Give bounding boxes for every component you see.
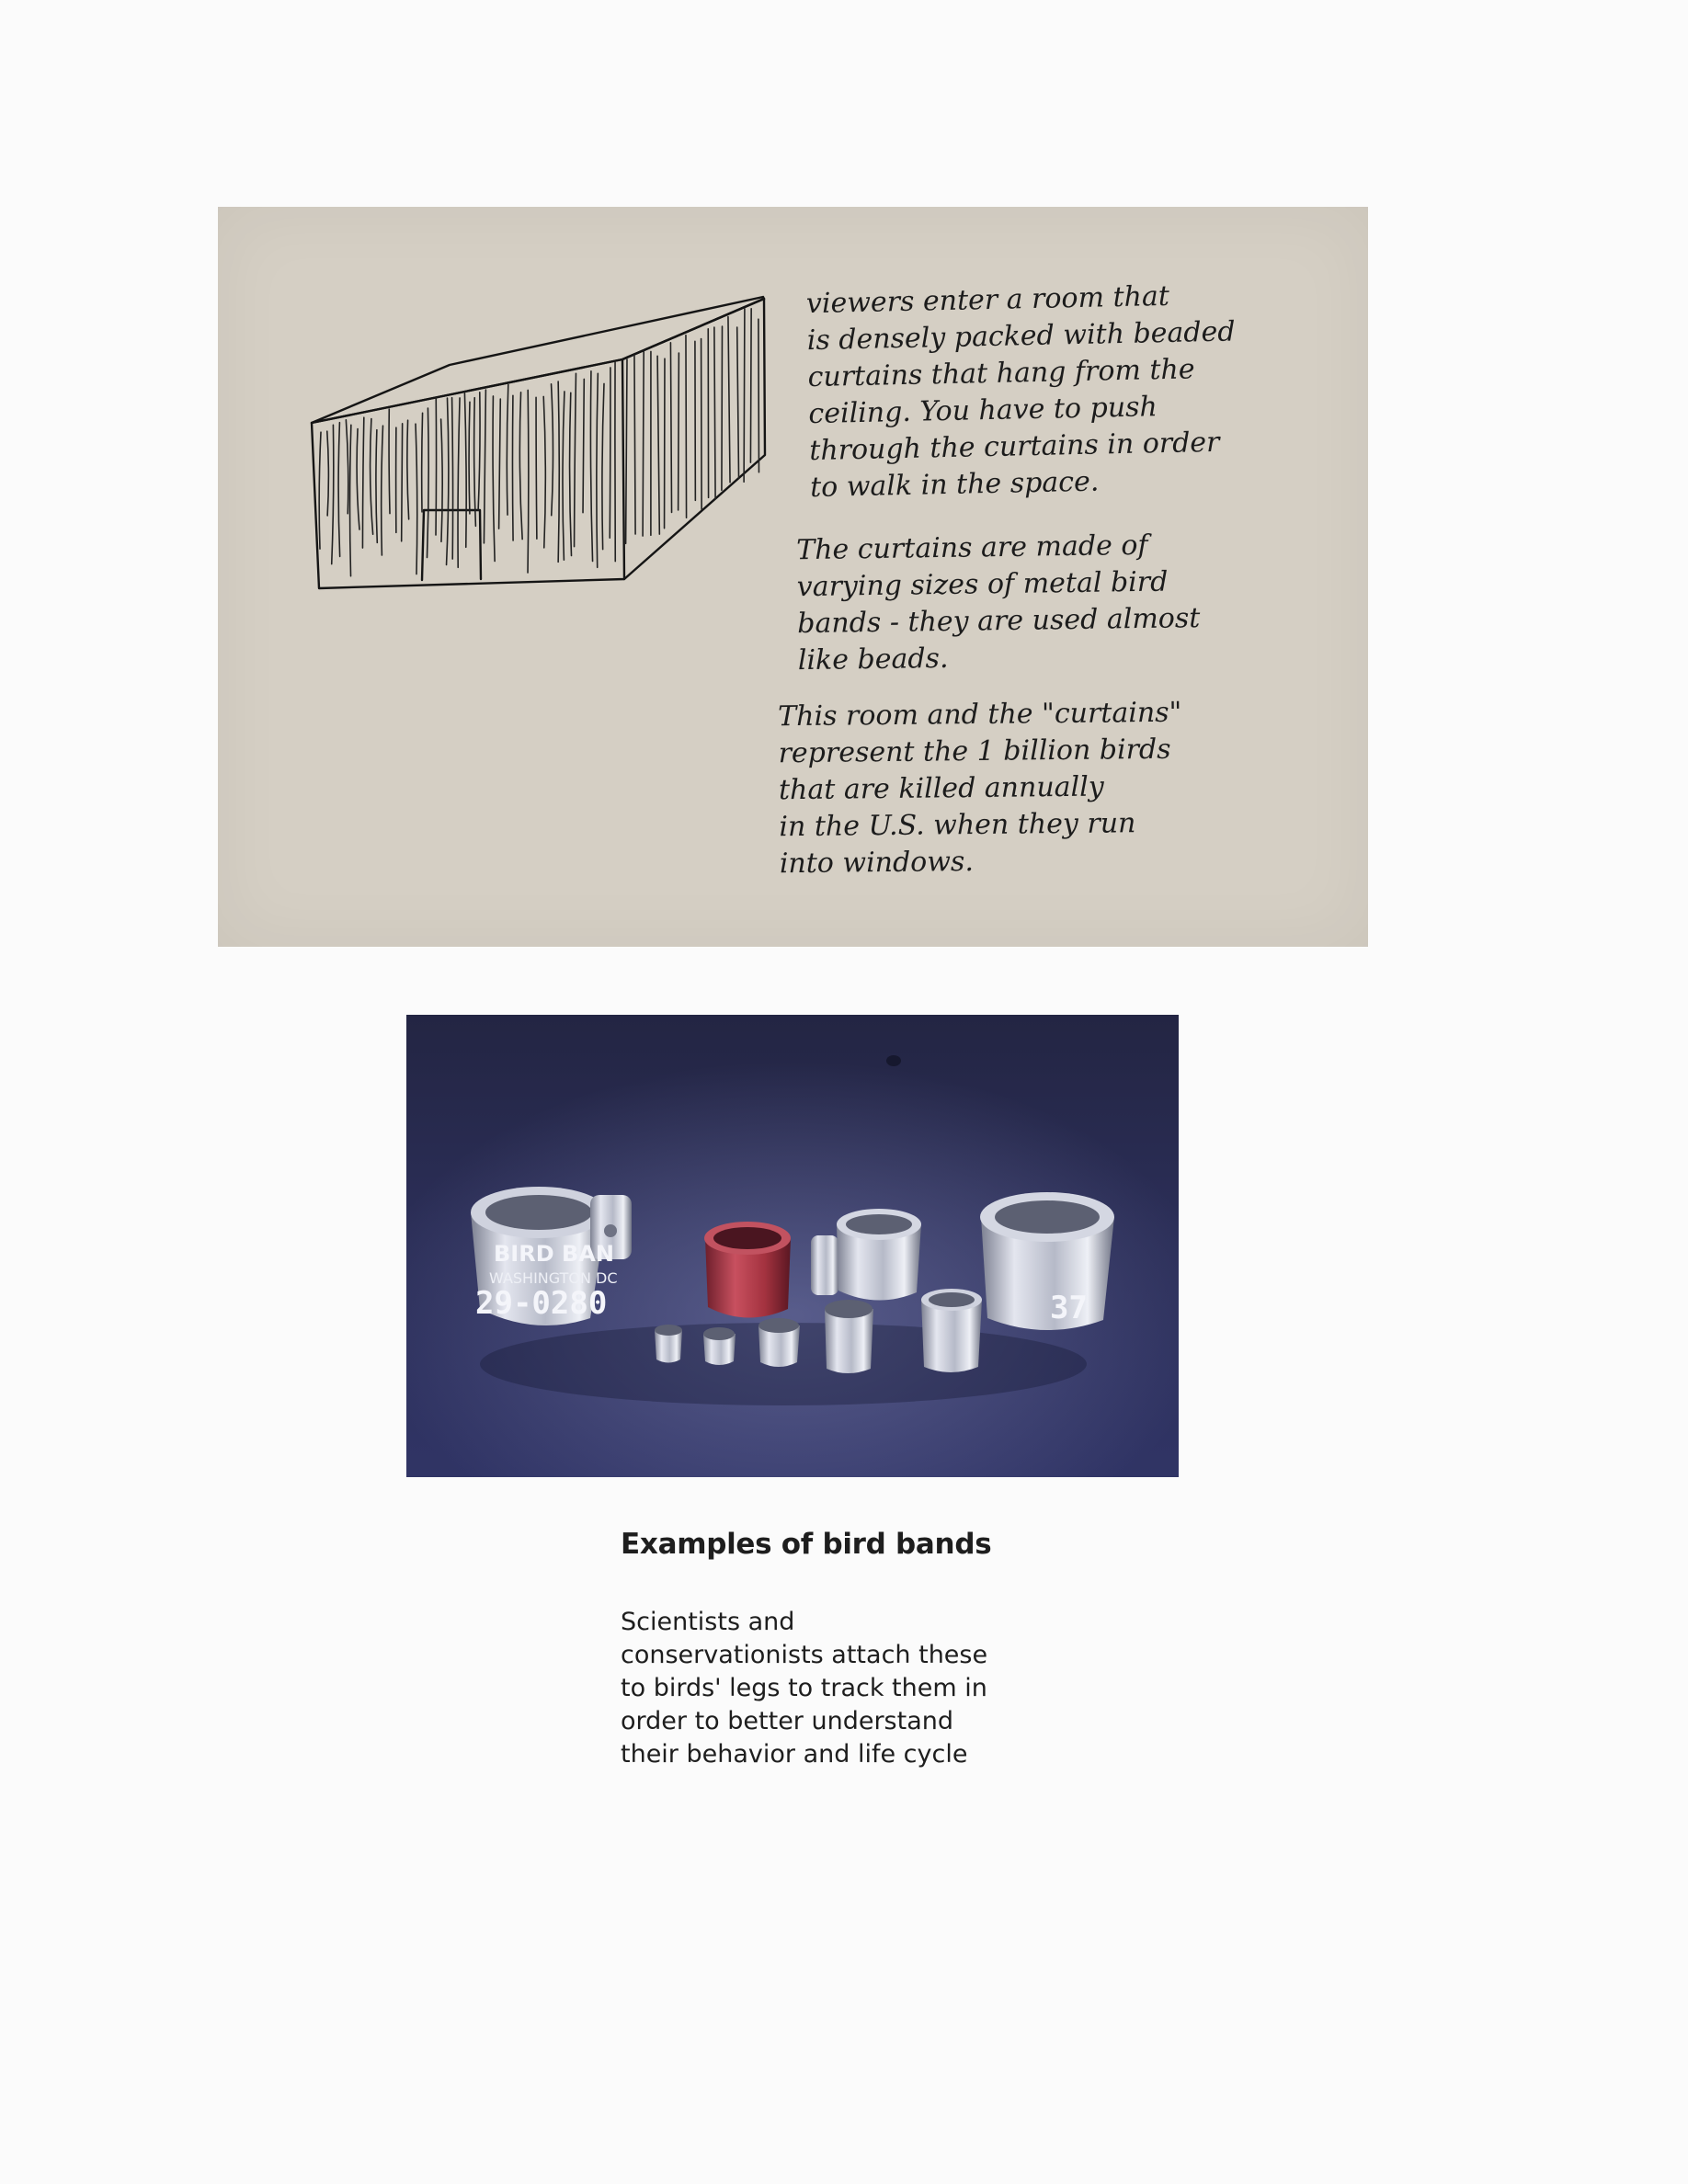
band-4-number: 37: [1050, 1290, 1088, 1326]
curtain-strand: [590, 371, 592, 562]
curtain-strand: [575, 373, 576, 546]
caption-title: Examples of bird bands: [621, 1528, 992, 1561]
curtain-strand: [427, 408, 428, 557]
band-large-2: [980, 1192, 1114, 1330]
curtain-strand: [643, 351, 644, 536]
curtain-strand: [327, 431, 329, 516]
curtain-strand: [758, 319, 759, 472]
curtain-strand: [744, 309, 745, 482]
curtain-strand: [728, 317, 730, 483]
curtain-strand: [543, 396, 545, 547]
curtain-strand: [416, 424, 417, 574]
curtain-strand: [499, 399, 501, 529]
band-1-inscription: BIRD BAN: [494, 1241, 614, 1267]
curtain-strand: [338, 423, 340, 557]
curtain-strand: [441, 419, 443, 541]
curtain-strand: [634, 355, 635, 534]
curtain-strand: [458, 398, 460, 567]
curtain-strand: [597, 373, 598, 567]
curtain-strand: [507, 384, 508, 515]
curtain-strand: [407, 420, 409, 519]
room-top-face: [312, 297, 764, 423]
curtain-strand: [371, 419, 373, 535]
curtain-strand: [552, 384, 553, 516]
curtain-strand: [714, 327, 715, 499]
band-1-number: 29-0280: [475, 1285, 608, 1322]
curtain-strand: [478, 392, 480, 510]
curtain-strand: [350, 425, 351, 575]
curtain-strand: [452, 398, 453, 559]
curtain-strand: [626, 359, 627, 543]
curtain-strand: [362, 417, 363, 548]
curtain-strand: [464, 392, 466, 548]
curtain-strand: [512, 395, 513, 540]
curtain-strand: [357, 429, 359, 529]
sketch-card: [218, 207, 1368, 947]
bird-bands-photo: [406, 1015, 1179, 1477]
curtain-strand: [750, 309, 751, 462]
curtain-strand: [570, 392, 572, 555]
curtain-strand: [422, 413, 423, 512]
handwritten-notes: [777, 279, 1349, 881]
curtain-strand: [382, 426, 383, 555]
curtain-strand: [346, 420, 348, 514]
curtain-strand: [319, 432, 321, 549]
curtain-strand: [519, 392, 522, 540]
curtain-strand: [469, 402, 470, 514]
caption-body: Scientists and conservationists attach these to birds' legs to track them in order to better understand their behavior and life cycle: [621, 1608, 988, 1769]
curtain-strand: [583, 379, 584, 512]
curtain-strand: [722, 326, 723, 490]
curtain-strand: [536, 397, 537, 539]
room-door: [422, 510, 481, 580]
room-sketch: [218, 207, 788, 630]
curtain-strand: [389, 409, 390, 514]
room-front-face: [312, 359, 624, 588]
note-paragraph-2: The curtains are made of varying sizes of metal bird bands - they are used almost like beads.: [795, 529, 1201, 677]
curtain-strand: [563, 392, 565, 560]
band-red: [704, 1222, 791, 1318]
curtain-strand: [737, 327, 739, 478]
curtain-strand: [602, 383, 604, 549]
curtain-strand: [332, 425, 334, 563]
curtain-strands: [319, 309, 758, 576]
note-paragraph-3: This room and the "curtains" represent the 1 billion birds that are killed annually in the U.S. when they run into windows.: [777, 696, 1182, 881]
curtain-strand: [402, 424, 403, 541]
curtain-strand: [447, 398, 449, 564]
curtain-strand: [686, 336, 687, 518]
curtain-strand: [670, 343, 671, 513]
curtain-strand: [657, 356, 659, 534]
curtain-strand: [528, 390, 529, 573]
curtain-strand: [474, 398, 476, 527]
note-paragraph-1: viewers enter a room that is densely packed with beaded curtains that hang from the ceiling. You have to push through the curtains in order to walk in the space.: [805, 279, 1236, 505]
curtain-strand: [493, 396, 495, 561]
band-1-inscription-2: WASHINGTON DC: [489, 1269, 618, 1287]
curtain-strand: [436, 398, 437, 535]
curtain-strand: [558, 381, 559, 562]
curtain-strand: [701, 339, 702, 510]
curtain-strand: [484, 390, 485, 543]
curtain-strand: [376, 430, 377, 543]
